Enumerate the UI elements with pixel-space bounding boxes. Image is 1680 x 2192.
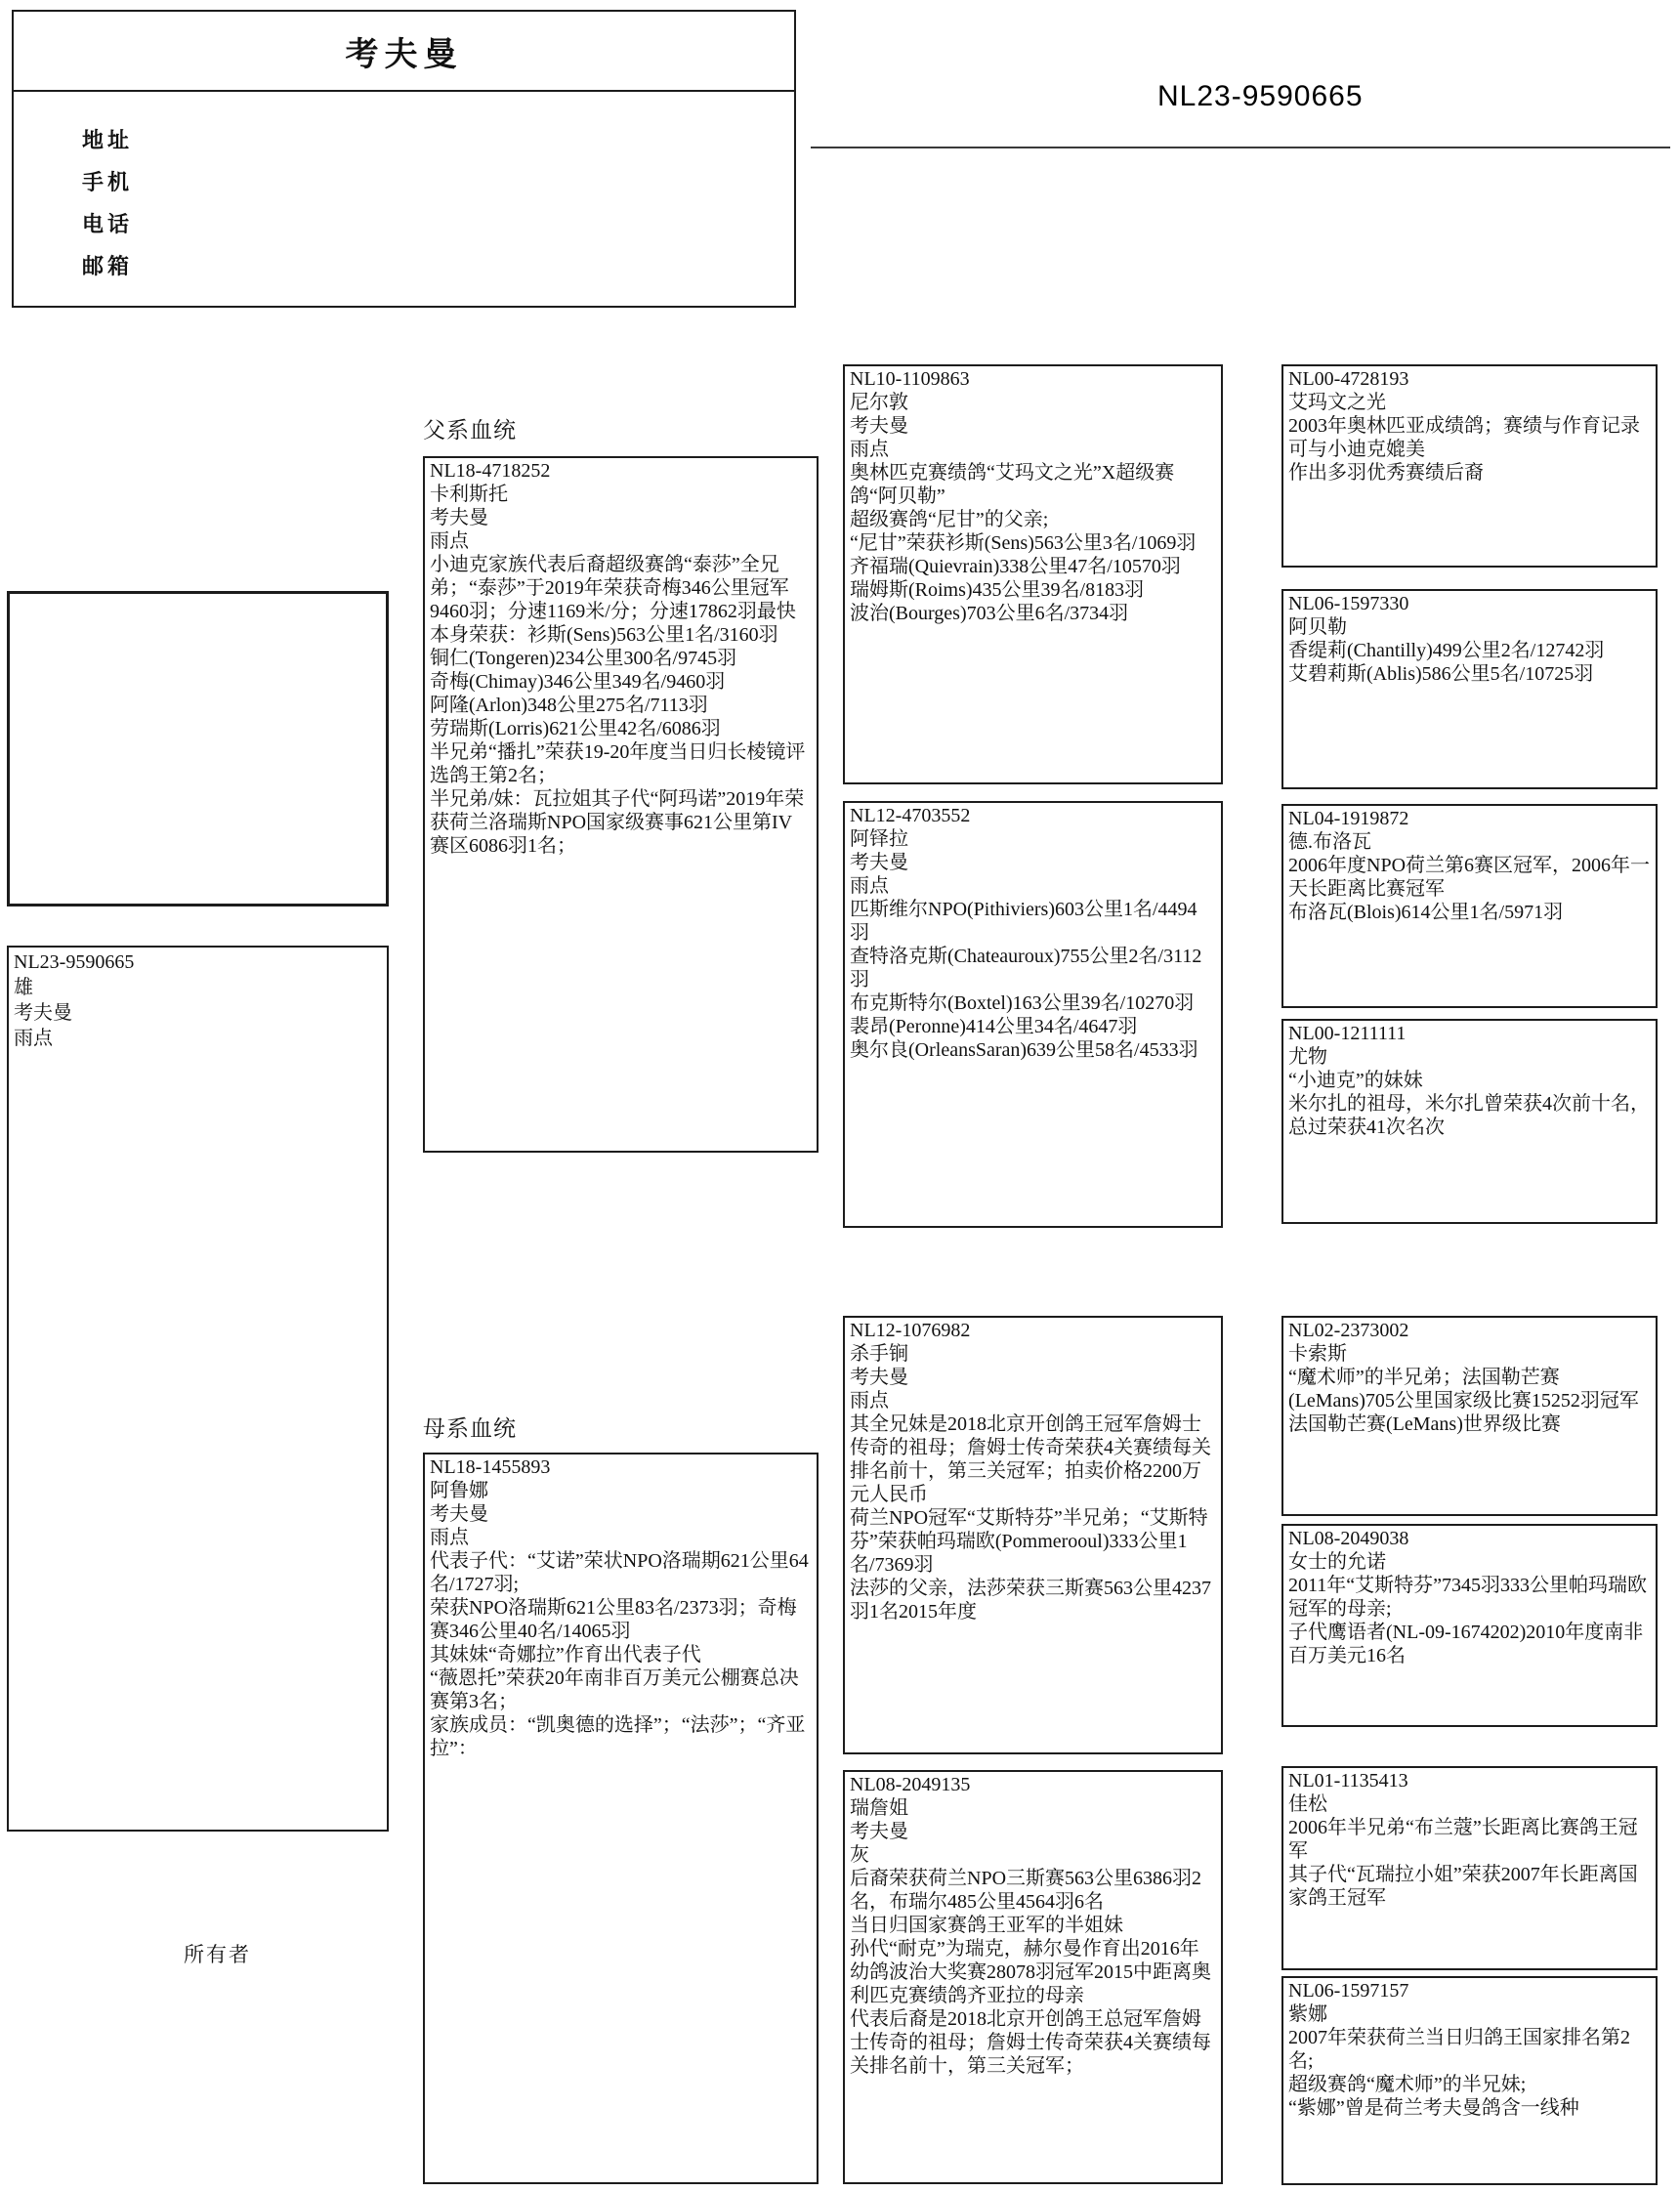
great-grandparent-box-8 <box>1281 1976 1658 2185</box>
father-box <box>423 456 819 1153</box>
pedigree-line: 匹斯维尔NPO(Pithiviers)603公里1名/4494羽 <box>850 899 1197 944</box>
pedigree-line: 佳松 <box>1288 1793 1327 1815</box>
pedigree-line: 作出多羽优秀赛绩后裔 <box>1288 462 1484 484</box>
pedigree-line: 2011年“艾斯特芬”7345羽333公里帕玛瑞欧冠军的母亲; <box>1288 1575 1648 1620</box>
pedigree-line: “紫娜”曾是荷兰考夫曼鸽含一线种 <box>1288 2097 1579 2119</box>
pedigree-line: 2006年度NPO荷兰第6赛区冠军，2006年一天长距离比赛冠军 <box>1288 855 1651 900</box>
ring-number: NL12-1076982 <box>850 1320 971 1341</box>
pedigree-line: 雄 <box>14 977 33 998</box>
pedigree-line: 裴昂(Peronne)414公里34名/4647羽 <box>850 1016 1138 1037</box>
pedigree-line: 雨点 <box>850 875 889 897</box>
pedigree-line: 奇梅(Chimay)346公里349名/9460羽 <box>430 671 726 693</box>
pedigree-line: 女士的允诺 <box>1288 1551 1386 1573</box>
ring-number: NL10-1109863 <box>850 368 970 390</box>
pedigree-line: 德.布洛瓦 <box>1288 831 1371 853</box>
pedigree-line: 阿铎拉 <box>850 828 908 850</box>
phone-label: 电话 <box>82 212 134 236</box>
pedigree-line: 杀手锏 <box>850 1343 908 1365</box>
paternal-grandfather-box <box>843 364 1223 784</box>
pedigree-line: 雨点 <box>850 439 889 460</box>
mother-box <box>423 1453 819 2184</box>
pedigree-line: 香缇莉(Chantilly)499公里2名/12742羽 <box>1288 640 1605 661</box>
pedigree-line: 艾碧莉斯(Ablis)586公里5名/10725羽 <box>1288 663 1594 685</box>
ring-number: NL08-2049038 <box>1288 1528 1409 1549</box>
pedigree-line: 米尔扎的祖母，米尔扎曾荣获4次前十名，总过荣获41次名次 <box>1288 1093 1650 1138</box>
pedigree-line: 其妹妹“奇娜拉”作育出代表子代 <box>430 1644 701 1665</box>
pedigree-details <box>1288 1045 1650 1139</box>
pedigree-line: 半兄弟“播扎”荣获19-20年度当日归长棱镜评选鸽王第2名； <box>430 741 806 786</box>
pedigree-line: “尼甘”荣获衫斯(Sens)563公里3名/1069羽 <box>850 532 1197 554</box>
pedigree-line: 其全兄妹是2018北京开创鸽王冠军詹姆士传奇的祖母；詹姆士传奇荣获4关赛绩每关排名前十，第三关冠军；拍卖价格2200万元人民币 <box>850 1413 1211 1505</box>
ring-number: NL06-1597330 <box>1288 593 1409 614</box>
pedigree-details <box>850 391 1215 625</box>
pedigree-line: 当日归国家赛鸽王亚军的半姐妹 <box>850 1915 1123 1936</box>
pedigree-details <box>1288 830 1650 924</box>
title-underline <box>811 147 1670 148</box>
pedigree-line: 奥尔良(OrleansSaran)639公里58名/4533羽 <box>850 1039 1198 1061</box>
pedigree-details <box>850 1796 1215 2078</box>
pedigree-details <box>430 1479 811 1760</box>
pedigree-line: 半兄弟/妹：瓦拉姐其子代“阿玛诺”2019年荣获荷兰洛瑞斯NPO国家级赛事621公里第IV赛区6086羽1名； <box>430 788 805 857</box>
pedigree-line: 考夫曼 <box>850 1821 908 1842</box>
pedigree-line: 布洛瓦(Blois)614公里1名/5971羽 <box>1288 902 1564 923</box>
pedigree-line: 雨点 <box>850 1390 889 1412</box>
pedigree-details <box>850 1342 1215 1623</box>
paternal-grandmother-box <box>843 801 1223 1228</box>
pedigree-details <box>850 827 1215 1062</box>
pedigree-line: 瑞姆斯(Roims)435公里39名/8183羽 <box>850 579 1145 601</box>
great-grandparent-box-6 <box>1281 1524 1658 1727</box>
email-label: 邮箱 <box>82 254 134 278</box>
loft-name: 考夫曼 <box>14 12 794 92</box>
maternal-line-heading: 母系血统 <box>423 1416 517 1441</box>
pedigree-line: 荷兰NPO冠军“艾斯特芬”半兄弟；“艾斯特芬”荣获帕玛瑞欧(Pommerooul)333公里1名/7369羽 <box>850 1507 1208 1576</box>
ring-number: NL02-2373002 <box>1288 1320 1409 1341</box>
pedigree-line: 代表子代：“艾诺”荣状NPO洛瑞期621公里64名/1727羽; <box>430 1550 809 1595</box>
pedigree-line: 考夫曼 <box>430 1503 488 1525</box>
pedigree-line: 雨点 <box>14 1028 53 1049</box>
pedigree-line: 考夫曼 <box>850 1367 908 1388</box>
pedigree-line: 铜仁(Tongeren)234公里300名/9745羽 <box>430 648 737 669</box>
ring-number: NL18-4718252 <box>430 460 551 482</box>
pedigree-line: 齐福瑞(Quievrain)338公里47名/10570羽 <box>850 556 1181 577</box>
great-grandparent-box-4 <box>1281 1019 1658 1224</box>
great-grandparent-box-1 <box>1281 364 1658 568</box>
subject-box <box>7 946 389 1832</box>
pedigree-line: 子代鹰语者(NL-09-1674202)2010年度南非百万美元16名 <box>1288 1622 1644 1666</box>
pedigree-line: 小迪克家族代表后裔超级赛鸽“泰莎”全兄弟；“泰莎”于2019年荣获奇梅346公里冠军9460羽；分速1169米/分；分速17862羽最快 <box>430 554 796 622</box>
ring-number: NL04-1919872 <box>1288 808 1409 829</box>
paternal-line-heading: 父系血统 <box>423 418 517 443</box>
contact-fields <box>14 92 794 287</box>
pedigree-line: 超级赛鸽“魔术师”的半兄妹; <box>1288 2074 1527 2095</box>
pedigree-line: 奥林匹克赛绩鸽“艾玛文之光”X超级赛鸽“阿贝勒” <box>850 462 1175 507</box>
pedigree-line: 后裔荣获荷兰NPO三斯赛563公里6386羽2名，布瑞尔485公里4564羽6名 <box>850 1868 1202 1913</box>
pedigree-line: 其子代“瓦瑞拉小姐”荣获2007年长距离国家鸽王冠军 <box>1288 1864 1638 1909</box>
pedigree-line: 尤物 <box>1288 1046 1327 1068</box>
ring-number: NL08-2049135 <box>850 1774 971 1795</box>
address-label: 地址 <box>82 128 134 152</box>
ring-number: NL06-1597157 <box>1288 1980 1409 2002</box>
pedigree-details <box>1288 391 1650 485</box>
pedigree-details <box>1288 1550 1650 1667</box>
pedigree-details <box>430 483 811 858</box>
great-grandparent-box-7 <box>1281 1766 1658 1970</box>
pedigree-line: 代表后裔是2018北京开创鸽王总冠军詹姆士传奇的祖母；詹姆士传奇荣获4关赛绩每关排名前十，第三关冠军； <box>850 2008 1211 2077</box>
ring-number: NL18-1455893 <box>430 1456 551 1478</box>
pedigree-line: 阿隆(Arlon)348公里275名/7113羽 <box>430 695 708 716</box>
pedigree-line: 考夫曼 <box>850 852 908 873</box>
great-grandparent-box-3 <box>1281 804 1658 1008</box>
pedigree-line: “薇恩托”荣获20年南非百万美元公棚赛总决赛第3名； <box>430 1667 799 1712</box>
pedigree-details <box>1288 615 1650 686</box>
pedigree-line: 卡利斯托 <box>430 484 508 505</box>
maternal-grandfather-box <box>843 1316 1223 1754</box>
pedigree-line: 法莎的父亲，法莎荣获三斯赛563公里4237羽1名2015年度 <box>850 1578 1211 1623</box>
ring-number: NL23-9590665 <box>14 951 135 973</box>
pedigree-line: 2003年奥林匹亚成绩鸽；赛绩与作育记录可与小迪克媲美 <box>1288 415 1640 460</box>
subject-ring-title: NL23-9590665 <box>1157 80 1364 112</box>
pedigree-line: 卡索斯 <box>1288 1343 1347 1365</box>
pedigree-line: 劳瑞斯(Lorris)621公里42名/6086羽 <box>430 718 721 739</box>
subject-details <box>14 975 381 1051</box>
pedigree-line: 布克斯特尔(Boxtel)163公里39名/10270羽 <box>850 992 1195 1014</box>
pedigree-line: 艾玛文之光 <box>1288 392 1386 413</box>
pedigree-line: 孙代“耐克”为瑞克，赫尔曼作育出2016年幼鸽波治大奖赛28078羽冠军2015中距离奥利匹克赛绩鸽齐亚拉的母亲 <box>850 1938 1211 2006</box>
maternal-grandmother-box <box>843 1770 1223 2184</box>
mobile-label: 手机 <box>82 170 134 194</box>
pedigree-line: 荣获NPO洛瑞斯621公里83名/2373羽；奇梅赛346公里40名/14065羽 <box>430 1597 797 1642</box>
photo-placeholder <box>7 591 389 906</box>
loft-header-box <box>12 10 796 308</box>
pedigree-details <box>1288 2002 1650 2120</box>
pedigree-line: 阿鲁娜 <box>430 1480 488 1501</box>
pedigree-details <box>1288 1342 1650 1436</box>
ring-number: NL12-4703552 <box>850 805 971 826</box>
pedigree-line: 瑞詹姐 <box>850 1797 908 1819</box>
pedigree-line: 紫娜 <box>1288 2003 1327 2025</box>
pedigree-line: 查特洛克斯(Chateauroux)755公里2名/3112羽 <box>850 946 1202 991</box>
pedigree-line: 波治(Bourges)703公里6名/3734羽 <box>850 603 1129 624</box>
pedigree-line: 2007年荣获荷兰当日归鸽王国家排名第2名; <box>1288 2027 1630 2072</box>
pedigree-line: 法国勒芒赛(LeMans)世界级比赛 <box>1288 1413 1561 1435</box>
owner-label: 所有者 <box>184 1943 251 1966</box>
pedigree-line: 尼尔敦 <box>850 392 908 413</box>
pedigree-line: 雨点 <box>430 1527 469 1548</box>
pedigree-line: 阿贝勒 <box>1288 616 1347 638</box>
pedigree-line: 2006年半兄弟“布兰蔻”长距离比赛鸽王冠军 <box>1288 1817 1638 1862</box>
pedigree-details <box>1288 1792 1650 1910</box>
great-grandparent-box-5 <box>1281 1316 1658 1516</box>
ring-number: NL00-4728193 <box>1288 368 1409 390</box>
pedigree-line: “小迪克”的妹妹 <box>1288 1070 1423 1091</box>
pedigree-line: 考夫曼 <box>14 1002 72 1024</box>
pedigree-line: 家族成员：“凯奥德的选择”；“法莎”；“齐亚拉”： <box>430 1714 806 1759</box>
pedigree-line: 超级赛鸽“尼甘”的父亲; <box>850 509 1049 530</box>
ring-number: NL00-1211111 <box>1288 1023 1407 1044</box>
pedigree-line: 考夫曼 <box>430 507 488 528</box>
ring-number: NL01-1135413 <box>1288 1770 1408 1792</box>
pedigree-line: 灰 <box>850 1844 869 1866</box>
pedigree-line: 考夫曼 <box>850 415 908 437</box>
pedigree-line: 本身荣获：衫斯(Sens)563公里1名/3160羽 <box>430 624 778 646</box>
great-grandparent-box-2 <box>1281 589 1658 789</box>
pedigree-line: “魔术师”的半兄弟；法国勒芒赛(LeMans)705公里国家级比赛15252羽冠军 <box>1288 1367 1639 1412</box>
pedigree-line: 雨点 <box>430 530 469 552</box>
